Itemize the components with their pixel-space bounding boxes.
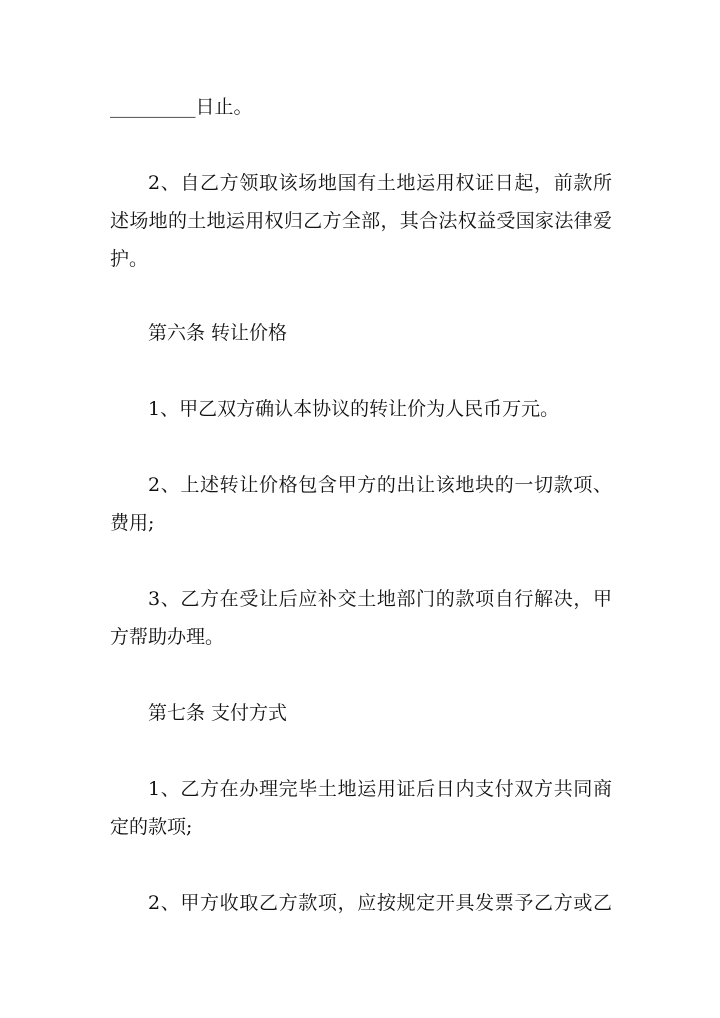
line-text: _________日止。 bbox=[110, 96, 253, 118]
line-text: 方帮助办理。 bbox=[110, 626, 225, 648]
line-text: 3、乙方在受让后应补交土地部门的款项自行解决，甲 bbox=[148, 588, 612, 610]
line-text: 1、乙方在办理完毕土地运用证后日内支付双方共同商 bbox=[148, 778, 612, 800]
line-text: 2、上述转让价格包含甲方的出让该地块的一切款项、 bbox=[148, 474, 612, 496]
line-text: 述场地的土地运用权归乙方全部，其合法权益受国家法律爱 bbox=[110, 210, 612, 232]
line-text: 护。 bbox=[110, 248, 149, 270]
heading-text: 第七条 支付方式 bbox=[148, 702, 288, 724]
line-text: 费用; bbox=[110, 512, 155, 534]
line-text: 1、甲乙双方确认本协议的转让价为人民币万元。 bbox=[148, 398, 560, 420]
line-text: 2、甲方收取乙方款项，应按规定开具发票予乙方或乙 bbox=[148, 892, 612, 914]
line-text: 2、自乙方领取该场地国有土地运用权证日起，前款所 bbox=[148, 172, 612, 194]
line-text: 定的款项; bbox=[110, 816, 193, 838]
heading-text: 第六条 转让价格 bbox=[148, 322, 288, 344]
